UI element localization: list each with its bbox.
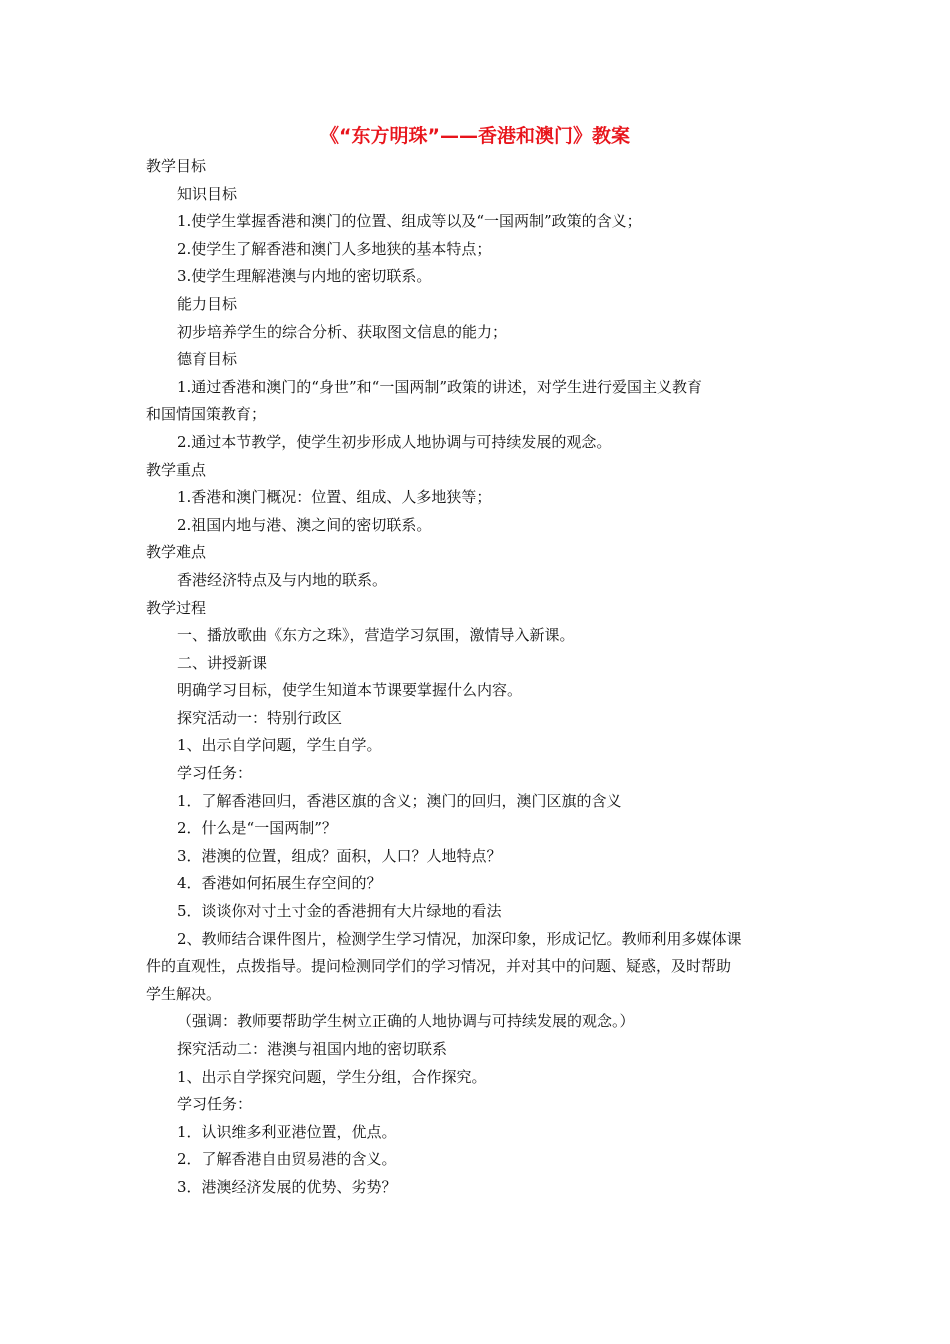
document-line-indented: 5．谈谈你对寸土寸金的香港拥有大片绿地的看法 bbox=[177, 902, 502, 921]
document-line-indented: 1．了解香港回归，香港区旗的含义；澳门的回归，澳门区旗的含义 bbox=[177, 791, 622, 810]
document-line-indented: 2.使学生了解香港和澳门人多地狭的基本特点； bbox=[177, 239, 492, 258]
document-line-indented: 1.通过香港和澳门的“身世”和“一国两制”政策的讲述，对学生进行爱国主义教育 bbox=[177, 377, 702, 396]
document-line-indented: 2、教师结合课件图片，检测学生学习情况，加深印象，形成记忆。教师利用多媒体课 bbox=[177, 929, 742, 948]
document-line-indented: 1．认识维多利亚港位置，优点。 bbox=[177, 1122, 397, 1141]
document-body bbox=[146, 153, 810, 1202]
document-title: 《“东方明珠”——香港和澳门》教案 bbox=[320, 125, 630, 147]
document-line-indented: 1.使学生掌握香港和澳门的位置、组成等以及“一国两制”政策的含义； bbox=[177, 212, 642, 231]
document-line-indented: 初步培养学生的综合分析、获取图文信息的能力； bbox=[177, 322, 508, 341]
document-line-indented: 3．港澳的位置，组成？面积，人口？人地特点？ bbox=[177, 846, 502, 865]
document-line-indented: （强调：教师要帮助学生树立正确的人地协调与可持续发展的观念。） bbox=[177, 1012, 635, 1031]
document-line-indented: 知识目标 bbox=[177, 184, 238, 203]
document-line: 学生解决。 bbox=[146, 984, 222, 1003]
document-line: 教学重点 bbox=[146, 460, 207, 479]
document-line-indented: 二、讲授新课 bbox=[177, 653, 268, 672]
document-line-indented: 2．什么是“一国两制”？ bbox=[177, 819, 337, 838]
document-line-indented: 学习任务： bbox=[177, 764, 253, 783]
document-line-indented: 1、出示自学问题，学生自学。 bbox=[177, 736, 382, 755]
document-line-indented: 香港经济特点及与内地的联系。 bbox=[177, 570, 388, 589]
document-line-indented: 探究活动一：特别行政区 bbox=[177, 708, 343, 727]
document-line-indented: 1、出示自学探究问题，学生分组，合作探究。 bbox=[177, 1067, 487, 1086]
document-line: 教学难点 bbox=[146, 543, 207, 562]
document-line-indented: 一、播放歌曲《东方之珠》，营造学习氛围，激情导入新课。 bbox=[177, 626, 575, 645]
document-line-indented: 2.通过本节教学，使学生初步形成人地协调与可持续发展的观念。 bbox=[177, 432, 612, 451]
document-line-indented: 明确学习目标，使学生知道本节课要掌握什么内容。 bbox=[177, 681, 523, 700]
document-line-indented: 3.使学生理解港澳与内地的密切联系。 bbox=[177, 267, 432, 286]
document-line: 件的直观性，点拨指导。提问检测同学们的学习情况，并对其中的问题、疑惑，及时帮助 bbox=[146, 957, 732, 976]
document-line-indented: 2．了解香港自由贸易港的含义。 bbox=[177, 1150, 397, 1169]
document-line: 和国情国策教育； bbox=[146, 405, 267, 424]
document-line: 教学目标 bbox=[146, 157, 207, 175]
document-line-indented: 探究活动二：港澳与祖国内地的密切联系 bbox=[177, 1040, 448, 1058]
document-line-indented: 1.香港和澳门概况：位置、组成、人多地狭等； bbox=[177, 488, 492, 507]
document-line: 教学过程 bbox=[146, 598, 207, 617]
document-line-indented: 学习任务： bbox=[177, 1095, 253, 1114]
document-line-indented: 3．港澳经济发展的优势、劣势？ bbox=[177, 1177, 397, 1196]
document-line-indented: 德育目标 bbox=[177, 350, 238, 369]
document-line-indented: 4．香港如何拓展生存空间的？ bbox=[177, 874, 382, 893]
document-line-indented: 2.祖国内地与港、澳之间的密切联系。 bbox=[177, 515, 432, 534]
document-line-indented: 能力目标 bbox=[177, 294, 238, 313]
